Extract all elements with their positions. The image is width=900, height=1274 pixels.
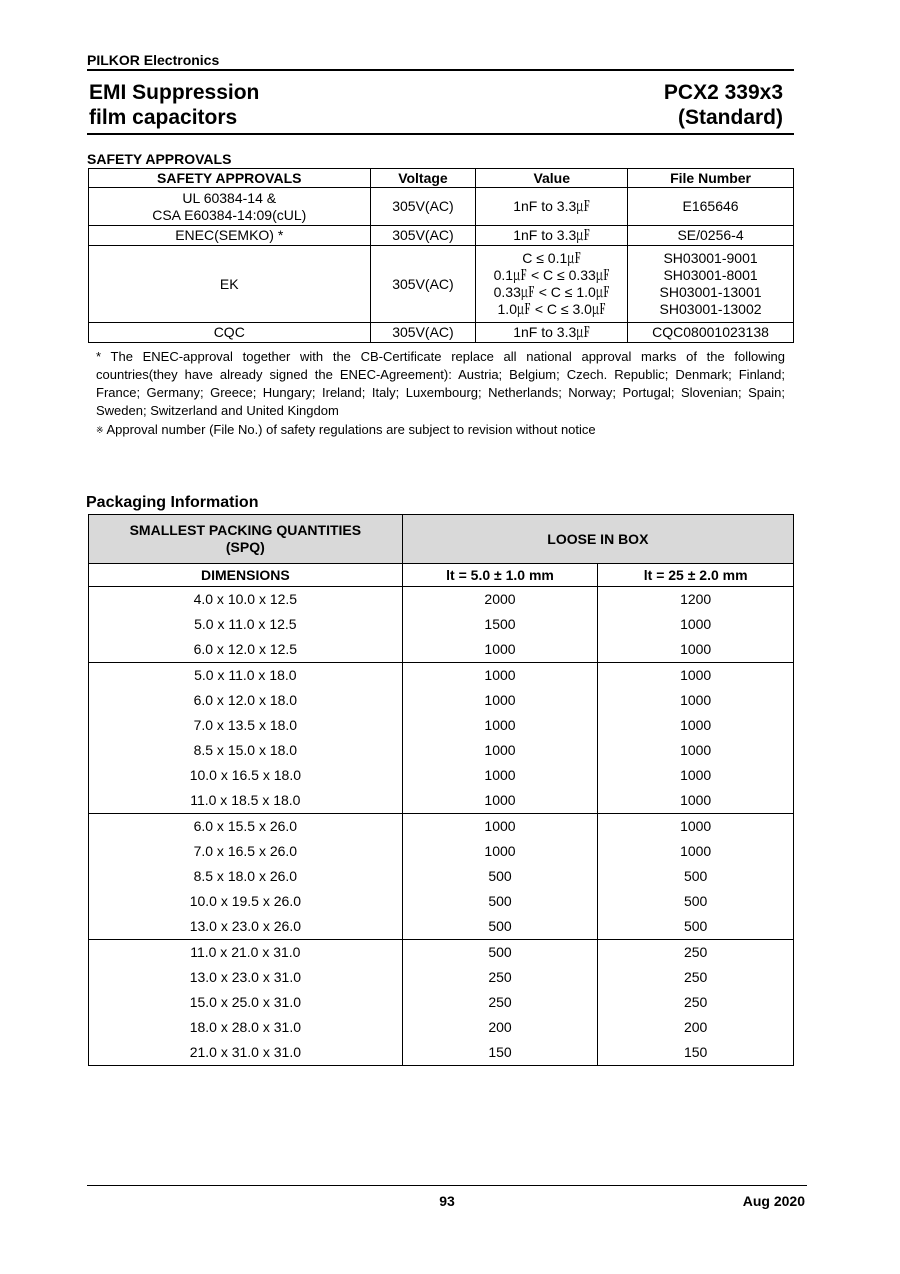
col-header-value: Value — [476, 169, 628, 188]
quantity-lt5-cell: 500 — [402, 889, 598, 914]
quantity-lt5-cell: 1000 — [402, 663, 598, 689]
approval-cell — [89, 188, 371, 226]
table-row — [89, 914, 794, 940]
quantity-lt25-cell: 1000 — [598, 688, 794, 713]
safety-row-ul — [89, 188, 794, 226]
quantity-lt25-cell: 1000 — [598, 788, 794, 814]
file-number-cell: SE/0256-4 — [628, 226, 794, 246]
lead-5mm-header: lt = 5.0 ± 1.0 mm — [402, 564, 598, 587]
dimension-cell: 10.0 x 19.5 x 26.0 — [89, 889, 403, 914]
file-number-line: SH03001-13002 — [659, 301, 762, 317]
quantity-lt5-cell: 1000 — [402, 738, 598, 763]
dimension-cell: 4.0 x 10.0 x 12.5 — [89, 587, 403, 613]
value-line: 1.0㎌ < C ≤ 3.0㎌ — [497, 301, 606, 317]
approval-cell: EK — [89, 246, 371, 323]
safety-header-row — [89, 169, 794, 188]
quantity-lt25-cell: 250 — [598, 965, 794, 990]
table-row — [89, 940, 794, 966]
value-line: C ≤ 0.1㎌ — [522, 250, 582, 266]
table-row — [89, 814, 794, 840]
quantity-lt25-cell: 500 — [598, 864, 794, 889]
safety-approvals-table — [88, 168, 794, 343]
table-row — [89, 788, 794, 814]
table-row — [89, 763, 794, 788]
quantity-lt5-cell: 1000 — [402, 814, 598, 840]
packaging-subheader-row — [89, 564, 794, 587]
quantity-lt5-cell: 500 — [402, 864, 598, 889]
quantity-lt25-cell: 1000 — [598, 763, 794, 788]
approval-cell: ENEC(SEMKO) * — [89, 226, 371, 246]
footer-date: Aug 2020 — [742, 1193, 805, 1209]
quantity-lt5-cell: 1000 — [402, 713, 598, 738]
dimension-cell: 15.0 x 25.0 x 31.0 — [89, 990, 403, 1015]
dimension-cell: 5.0 x 11.0 x 12.5 — [89, 612, 403, 637]
title-line-1: EMI Suppression — [89, 81, 260, 104]
dimension-cell: 5.0 x 11.0 x 18.0 — [89, 663, 403, 689]
revision-note-text: Approval number (File No.) of safety regulations are subject to revision without notice — [106, 422, 596, 437]
quantity-lt5-cell: 1000 — [402, 637, 598, 663]
dimension-cell: 6.0 x 12.0 x 18.0 — [89, 688, 403, 713]
dimension-cell: 21.0 x 31.0 x 31.0 — [89, 1040, 403, 1066]
safety-heading: SAFETY APPROVALS — [87, 151, 232, 167]
approval-cell: CQC — [89, 323, 371, 343]
quantity-lt5-cell: 200 — [402, 1015, 598, 1040]
title-line-2: film capacitors — [89, 106, 238, 129]
packaging-header-row — [89, 515, 794, 564]
value-line: 0.1㎌ < C ≤ 0.33㎌ — [493, 267, 610, 283]
value-cell: 1nF to 3.3㎌ — [476, 226, 628, 246]
part-line-2: (Standard) — [678, 106, 783, 129]
title-rule — [87, 133, 794, 135]
quantity-lt5-cell: 2000 — [402, 587, 598, 613]
quantity-lt25-cell: 250 — [598, 990, 794, 1015]
spq-header: SMALLEST PACKING QUANTITIES (SPQ) — [89, 515, 403, 564]
col-header-voltage: Voltage — [370, 169, 476, 188]
voltage-cell: 305V(AC) — [370, 188, 476, 226]
voltage-cell: 305V(AC) — [370, 246, 476, 323]
packaging-heading: Packaging Information — [86, 494, 259, 511]
voltage-cell: 305V(AC) — [370, 323, 476, 343]
lead-25mm-header: lt = 25 ± 2.0 mm — [598, 564, 794, 587]
col-header-approvals: SAFETY APPROVALS — [89, 169, 371, 188]
approval-line: UL 60384-14 & — [182, 189, 277, 206]
table-row — [89, 965, 794, 990]
quantity-lt25-cell: 500 — [598, 914, 794, 940]
value-line: 0.33㎌ < C ≤ 1.0㎌ — [493, 284, 610, 300]
dimension-cell: 11.0 x 21.0 x 31.0 — [89, 940, 403, 966]
header-rule — [87, 69, 794, 71]
approval-line: CSA E60384-14:09(cUL) — [152, 206, 307, 223]
quantity-lt25-cell: 1000 — [598, 839, 794, 864]
table-row — [89, 688, 794, 713]
quantity-lt25-cell: 500 — [598, 889, 794, 914]
quantity-lt5-cell: 1000 — [402, 839, 598, 864]
footer-rule — [87, 1185, 807, 1186]
part-line-1: PCX2 339x3 — [663, 81, 783, 104]
quantity-lt25-cell: 200 — [598, 1015, 794, 1040]
table-row — [89, 713, 794, 738]
safety-row-enec — [89, 226, 794, 246]
quantity-lt25-cell: 1000 — [598, 814, 794, 840]
packaging-table — [88, 514, 794, 1066]
company-name: PILKOR Electronics — [87, 52, 220, 68]
file-number-line: SH03001-9001 — [663, 250, 758, 266]
table-row — [89, 990, 794, 1015]
quantity-lt5-cell: 1000 — [402, 688, 598, 713]
reference-mark-icon: ※ — [96, 425, 104, 435]
table-row — [89, 1015, 794, 1040]
table-row — [89, 637, 794, 663]
loose-in-box-header: LOOSE IN BOX — [402, 515, 793, 564]
revision-note — [96, 421, 596, 439]
table-row — [89, 663, 794, 689]
safety-row-cqc — [89, 323, 794, 343]
quantity-lt25-cell: 1000 — [598, 738, 794, 763]
file-number-line: SH03001-8001 — [663, 267, 758, 283]
dimension-cell: 10.0 x 16.5 x 18.0 — [89, 763, 403, 788]
voltage-cell: 305V(AC) — [370, 226, 476, 246]
table-row — [89, 839, 794, 864]
table-row — [89, 1040, 794, 1066]
dimension-cell: 13.0 x 23.0 x 26.0 — [89, 914, 403, 940]
quantity-lt5-cell: 250 — [402, 990, 598, 1015]
quantity-lt25-cell: 1200 — [598, 587, 794, 613]
value-cell: 1nF to 3.3㎌ — [476, 323, 628, 343]
dimension-cell: 11.0 x 18.5 x 18.0 — [89, 788, 403, 814]
dimension-cell: 18.0 x 28.0 x 31.0 — [89, 1015, 403, 1040]
value-cell: 1nF to 3.3㎌ — [476, 188, 628, 226]
packaging-body — [89, 587, 794, 1066]
dimension-cell: 6.0 x 12.0 x 12.5 — [89, 637, 403, 663]
dimension-cell: 13.0 x 23.0 x 31.0 — [89, 965, 403, 990]
table-row — [89, 738, 794, 763]
value-cell — [476, 246, 628, 323]
quantity-lt25-cell: 1000 — [598, 612, 794, 637]
table-row — [89, 612, 794, 637]
quantity-lt25-cell: 1000 — [598, 663, 794, 689]
dimension-cell: 8.5 x 15.0 x 18.0 — [89, 738, 403, 763]
file-number-cell — [628, 246, 794, 323]
quantity-lt25-cell: 150 — [598, 1040, 794, 1066]
quantity-lt5-cell: 500 — [402, 940, 598, 966]
enec-footnote: * The ENEC-approval together with the CB-Certificate replace all national approval marks of the following countries(they have already signed the ENEC-Agreement): Austria; Belgium; Czech. Republic; Denmark; Finland; France; Germany; Greece; Hungary; Ireland; Italy; Luxembourg; Netherlands; Norway; Portugal; Slovenian; Spain; Sweden; Switzerland and United Kingdom — [96, 349, 785, 418]
table-row — [89, 587, 794, 613]
quantity-lt5-cell: 1000 — [402, 763, 598, 788]
safety-row-ek — [89, 246, 794, 323]
page-number: 93 — [439, 1193, 455, 1209]
dimension-cell: 6.0 x 15.5 x 26.0 — [89, 814, 403, 840]
part-number — [600, 80, 783, 130]
quantity-lt25-cell: 1000 — [598, 713, 794, 738]
quantity-lt25-cell: 250 — [598, 940, 794, 966]
quantity-lt5-cell: 250 — [402, 965, 598, 990]
document-title — [89, 80, 259, 130]
col-header-file-number: File Number — [628, 169, 794, 188]
quantity-lt5-cell: 500 — [402, 914, 598, 940]
file-number-line: SH03001-13001 — [659, 284, 762, 300]
table-row — [89, 864, 794, 889]
quantity-lt5-cell: 150 — [402, 1040, 598, 1066]
file-number-cell: E165646 — [628, 188, 794, 226]
quantity-lt5-cell: 1500 — [402, 612, 598, 637]
quantity-lt5-cell: 1000 — [402, 788, 598, 814]
quantity-lt25-cell: 1000 — [598, 637, 794, 663]
table-row — [89, 889, 794, 914]
file-number-cell: CQC08001023138 — [628, 323, 794, 343]
dimensions-header: DIMENSIONS — [89, 564, 403, 587]
dimension-cell: 7.0 x 13.5 x 18.0 — [89, 713, 403, 738]
dimension-cell: 7.0 x 16.5 x 26.0 — [89, 839, 403, 864]
dimension-cell: 8.5 x 18.0 x 26.0 — [89, 864, 403, 889]
